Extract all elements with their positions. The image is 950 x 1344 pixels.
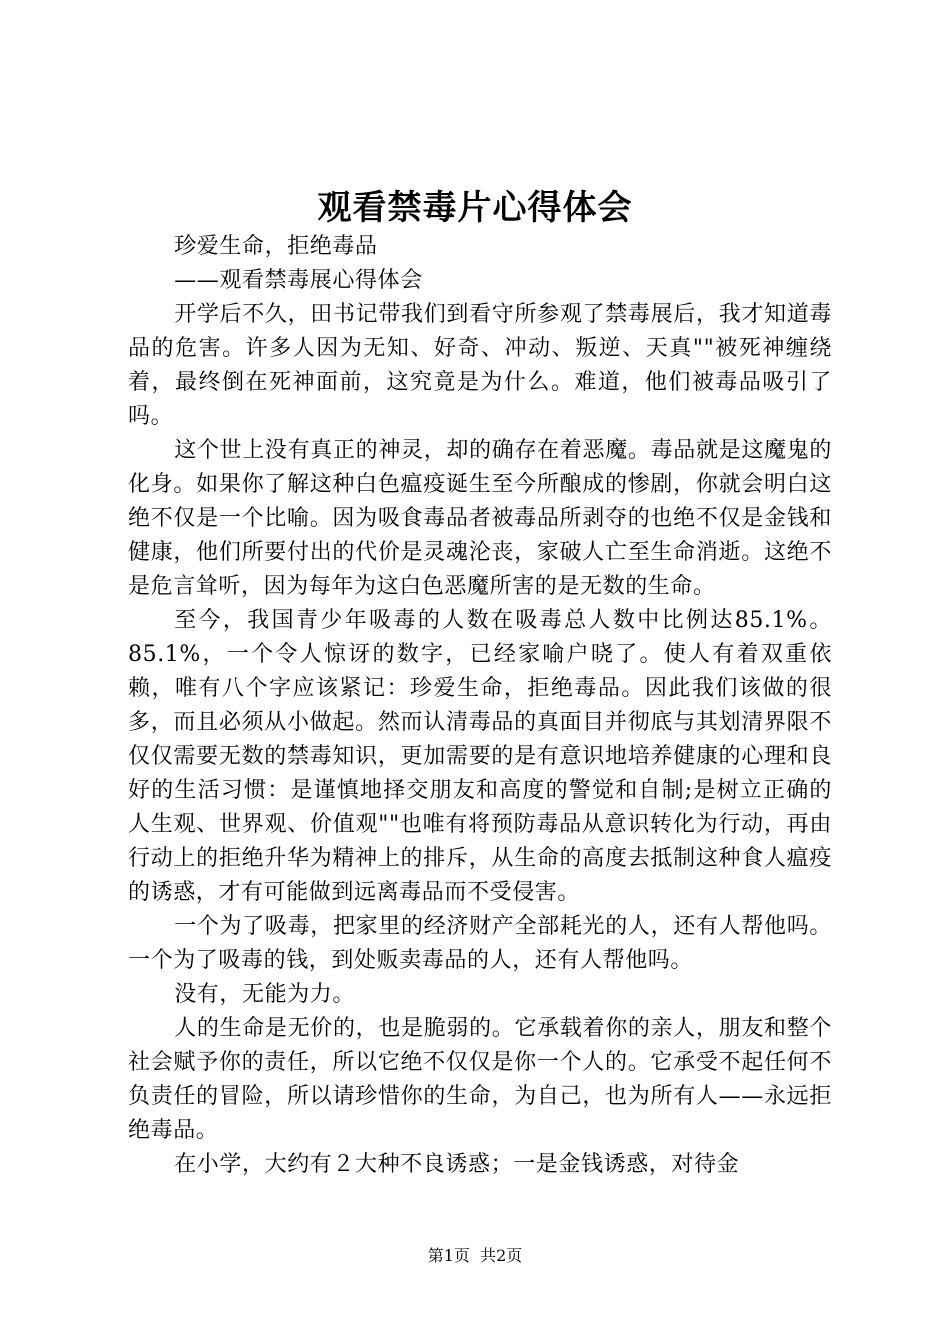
paragraph: 人的生命是无价的，也是脆弱的。它承载着你的亲人，朋友和整个社会赋予你的责任，所以它绝不仅仅是你一个人的。它承受不起任何不负责任的冒险，所以请珍惜你的生命，为自己，也为所有人——永远拒绝毒品。 bbox=[128, 1016, 832, 1143]
paragraph: ——观看禁毒展心得体会 bbox=[174, 268, 423, 293]
paragraph: 这个世上没有真正的神灵，却的确存在着恶魔。毒品就是这魔鬼的化身。如果你了解这种白色瘟疫诞生至今所酿成的惨剧，你就会明白这绝不仅是一个比喻。因为吸食毒品者被毒品所剥夺的也绝不仅是金钱和健康，他们所要付出的代价是灵魂沦丧，家破人亡至生命消逝。这绝不是危言耸听，因为每年为这白色恶魔所害的是无数的生命。 bbox=[128, 438, 832, 599]
paragraph: 珍爱生命，拒绝毒品 bbox=[174, 234, 378, 259]
document-body bbox=[128, 230, 832, 1182]
paragraph: 一个为了吸毒，把家里的经济财产全部耗光的人，还有人帮他吗。一个为了吸毒的钱，到处贩卖毒品的人，还有人帮他吗。 bbox=[128, 914, 832, 973]
paragraph: 开学后不久，田书记带我们到看守所参观了禁毒展后，我才知道毒品的危害。许多人因为无知、好奇、冲动、叛逆、天真""被死神缠绕着，最终倒在死神面前，这究竟是为什么。难道，他们被毒品吸引了吗。 bbox=[128, 302, 832, 429]
footer-spacer bbox=[470, 1246, 480, 1265]
document-title: 观看禁毒片心得体会 bbox=[317, 188, 633, 228]
paragraph: 至今，我国青少年吸毒的人数在吸毒总人数中比例达85.1%。85.1%，一个令人惊讶的数字，已经家喻户晓了。使人有着双重依赖，唯有八个字应该紧记：珍爱生命，拒绝毒品。因此我们该做的很多，而且必须从小做起。然而认清毒品的真面目并彻底与其划清界限不仅仅需要无数的禁毒知识，更加需要的是有意识地培养健康的心理和良好的生活习惯：是谨慎地择交朋友和高度的警觉和自制;是树立正确的人生观、世界观、价值观""也唯有将预防毒品从意识转化为行动，再由行动上的拒绝升华为精神上的排斥，从生命的高度去抵制这种食人瘟疫的诱惑，才有可能做到远离毒品而不受侵害。 bbox=[128, 608, 832, 905]
total-pages: 共2页 bbox=[480, 1246, 523, 1265]
paragraph: 没有，无能为力。 bbox=[174, 982, 355, 1007]
page-number: 第1页 bbox=[427, 1246, 470, 1265]
page-footer bbox=[0, 1245, 950, 1267]
paragraph: 在小学，大约有２大种不良诱惑；一是金钱诱惑，对待金 bbox=[174, 1152, 740, 1177]
